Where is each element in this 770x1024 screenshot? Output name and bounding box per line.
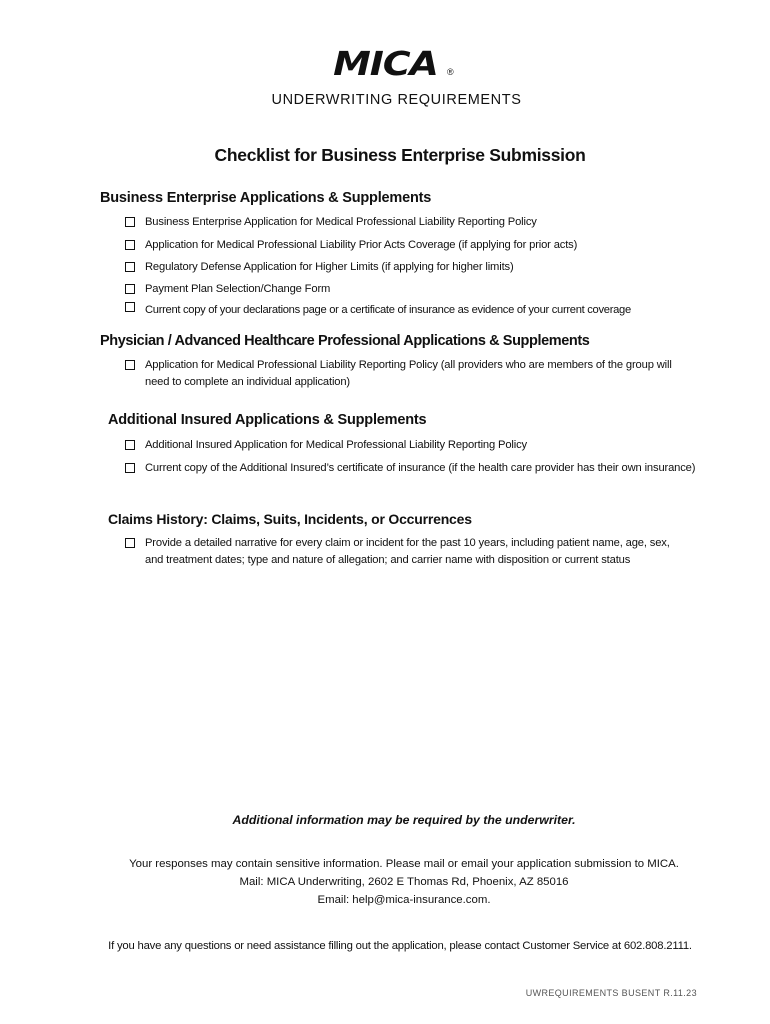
- section-heading-business-enterprise: Business Enterprise Applications & Supplements: [100, 190, 432, 206]
- document-title: Checklist for Business Enterprise Submission: [214, 145, 586, 165]
- checklist-item[interactable]: [125, 460, 705, 477]
- checklist-item[interactable]: [125, 357, 685, 391]
- checklist-item-text: Payment Plan Selection/Change Form: [145, 283, 331, 295]
- checklist-item[interactable]: [125, 302, 725, 319]
- checkbox[interactable]: [125, 217, 135, 227]
- checklist-item-text: Application for Medical Professional Liability Prior Acts Coverage (if applying for prior acts): [145, 239, 578, 251]
- checklist-item[interactable]: [125, 437, 705, 454]
- form-code: UWREQUIREMENTS BUSENT R.11.23: [525, 988, 697, 998]
- logo-wordmark: MICA: [332, 44, 438, 83]
- checklist-item[interactable]: [125, 214, 705, 231]
- checklist-item[interactable]: [125, 259, 705, 276]
- checkbox[interactable]: [125, 463, 135, 473]
- checkbox[interactable]: [125, 240, 135, 250]
- section-heading-physician: Physician / Advanced Healthcare Professional Applications & Supplements: [100, 333, 590, 349]
- checklist-item[interactable]: [125, 237, 705, 254]
- checklist-item-text: Additional Insured Application for Medical Professional Liability Reporting Policy: [145, 439, 527, 451]
- checklist-item-text: Current copy of the Additional Insured’s certificate of insurance (if the health care provider has their own insurance): [145, 462, 696, 474]
- customer-service-contact: If you have any questions or need assistance filling out the application, please contact Customer Service at 602.808.2111.: [108, 940, 692, 952]
- checklist-item-text: Regulatory Defense Application for Higher Limits (if applying for higher limits): [145, 261, 514, 273]
- email-address[interactable]: Email: help@mica-insurance.com.: [317, 894, 491, 906]
- section-heading-additional-insured: Additional Insured Applications & Supplements: [108, 412, 427, 428]
- page-subtitle: UNDERWRITING REQUIREMENTS: [271, 92, 522, 108]
- checklist-item-text: Provide a detailed narrative for every claim or incident for the past 10 years, including patient name, age, sex, and treatment dates; type and nature of allegation; and carrier name with disposition or current status: [145, 537, 670, 566]
- mail-address: Mail: MICA Underwriting, 2602 E Thomas Rd, Phoenix, AZ 85016: [239, 876, 569, 888]
- checklist-item-text: Application for Medical Professional Liability Reporting Policy (all providers who are members of the group will need to complete an individual application): [145, 359, 672, 388]
- checklist-item[interactable]: [125, 535, 685, 569]
- checkbox[interactable]: [125, 538, 135, 548]
- checklist-item[interactable]: [125, 281, 705, 298]
- section-heading-claims-history: Claims History: Claims, Suits, Incidents, or Occurrences: [108, 511, 472, 527]
- mica-logo: [0, 44, 770, 83]
- checkbox[interactable]: [125, 440, 135, 450]
- checkbox[interactable]: [125, 262, 135, 272]
- registered-mark: ®: [447, 67, 454, 77]
- underwriter-note: Additional information may be required by the underwriter.: [232, 813, 576, 827]
- checkbox[interactable]: [125, 302, 135, 312]
- checkbox[interactable]: [125, 284, 135, 294]
- sensitive-info-notice: Your responses may contain sensitive information. Please mail or email your application submission to MICA.: [129, 858, 679, 870]
- checklist-item-text: Current copy of your declarations page or a certificate of insurance as evidence of your current coverage: [145, 304, 631, 316]
- checkbox[interactable]: [125, 360, 135, 370]
- checklist-item-text: Business Enterprise Application for Medical Professional Liability Reporting Policy: [145, 216, 537, 228]
